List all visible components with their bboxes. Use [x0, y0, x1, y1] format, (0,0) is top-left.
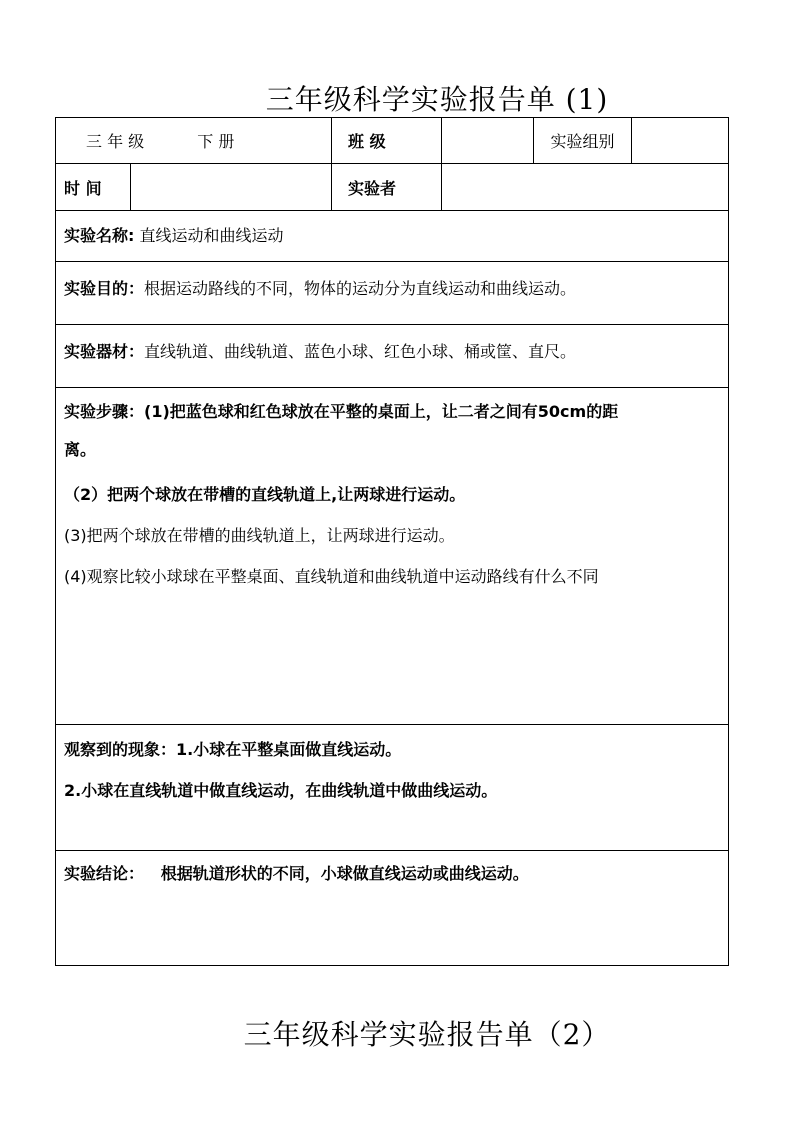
observation-row: [56, 725, 729, 851]
header-row-2: [56, 164, 729, 211]
observation-label: 观察到的现象：: [64, 740, 177, 759]
experiment-name-row: [56, 211, 729, 262]
materials-label: 实验器材：: [64, 342, 145, 361]
time-value[interactable]: [131, 164, 332, 211]
step-1: [64, 400, 720, 424]
class-label: 班 级: [332, 118, 442, 164]
grade-text: 三 年 级: [86, 132, 145, 151]
observation-text-1: 1.小球在平整桌面做直线运动。: [176, 740, 402, 759]
experiment-purpose-row: [56, 262, 729, 325]
step-1-text: (1)把蓝色球和红色球放在平整的桌面上，让二者之间有50cm的距: [144, 402, 619, 421]
experimenter-value[interactable]: [442, 164, 729, 211]
step-3: (3)把两个球放在带槽的曲线轨道上，让两球进行运动。: [64, 526, 455, 545]
observation-line-1: [64, 737, 720, 760]
experiment-steps-row: [56, 388, 729, 725]
report-title-1: 三年级科学实验报告单 (1): [265, 83, 609, 116]
conclusion-value: 根据轨道形状的不同，小球做直线运动或曲线运动。: [144, 864, 529, 883]
observation-line-2: 2.小球在直线轨道中做直线运动，在曲线轨道中做曲线运动。: [64, 781, 498, 800]
step-1-continued: 离。: [64, 440, 97, 459]
step-2: （2）把两个球放在带槽的直线轨道上,让两球进行运动。: [64, 485, 466, 504]
experiment-materials-row: [56, 325, 729, 388]
experiment-name-label: 实验名称:: [64, 226, 135, 245]
experimenter-label: 实验者: [332, 164, 442, 211]
materials-value: 直线轨道、曲线轨道、蓝色小球、红色小球、桶或筐、直尺。: [144, 342, 577, 361]
conclusion-label: 实验结论：: [64, 864, 145, 883]
experiment-name-value: 直线运动和曲线运动: [134, 226, 284, 245]
time-label: 时 间: [56, 164, 131, 211]
grade-volume-cell: [56, 118, 332, 164]
experiment-report-table: [55, 117, 729, 966]
report-title-2: 三年级科学实验报告单（2）: [243, 1018, 611, 1051]
header-row-1: [56, 118, 729, 164]
conclusion-row: [56, 851, 729, 966]
purpose-label: 实验目的：: [64, 279, 145, 298]
step-4: (4)观察比较小球球在平整桌面、直线轨道和曲线轨道中运动路线有什么不同: [64, 567, 599, 586]
purpose-value: 根据运动路线的不同，物体的运动分为直线运动和曲线运动。: [144, 279, 577, 298]
group-value[interactable]: [632, 118, 729, 164]
class-value[interactable]: [442, 118, 534, 164]
volume-text: 下 册: [197, 132, 235, 151]
group-label: 实验组别: [534, 118, 632, 164]
steps-label: 实验步骤：: [64, 402, 145, 421]
